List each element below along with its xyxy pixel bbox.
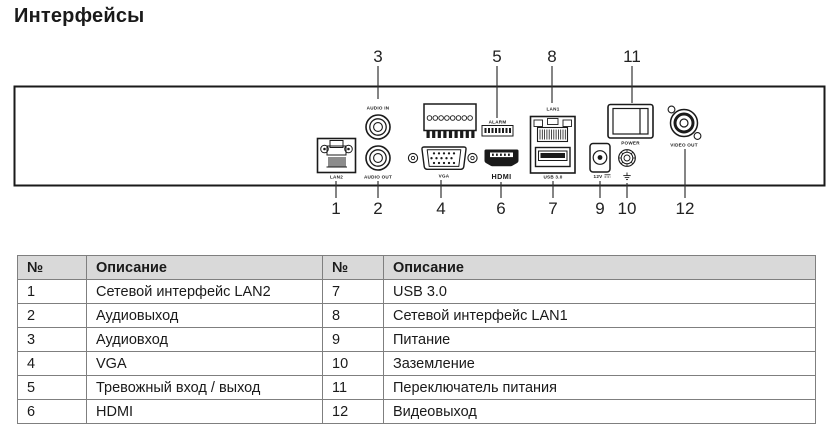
table-row [18,376,816,400]
callout-2: 2 [373,199,383,218]
audio-out-label: AUDIO OUT [363,174,393,180]
cell-num: 1 [18,280,87,304]
cell-num: 4 [18,352,87,376]
cell-desc: Аудиовход [87,328,323,352]
cell-num: 3 [18,328,87,352]
callout-8: 8 [547,47,557,66]
cell-num: 9 [323,328,384,352]
cell-desc: Сетевой интерфейс LAN2 [87,280,323,304]
cell-desc: HDMI [87,400,323,424]
cell-desc: USB 3.0 [384,280,816,304]
cell-desc: Питание [384,328,816,352]
lan1-label: LAN1 [546,106,560,112]
alarm-label: ALARM [488,119,507,125]
callout-3: 3 [373,47,383,66]
cell-desc: Заземление [384,352,816,376]
cell-num: 2 [18,304,87,328]
callout-4: 4 [436,199,446,218]
audio-in-label: AUDIO IN [366,105,390,111]
cell-desc: Переключатель питания [384,376,816,400]
callout-9: 9 [595,199,605,218]
cell-num: 8 [323,304,384,328]
cell-num: 11 [323,376,384,400]
table-row [18,328,816,352]
callout-1: 1 [331,199,341,218]
callout-5: 5 [492,47,502,66]
cell-desc: Сетевой интерфейс LAN1 [384,304,816,328]
table-row [18,400,816,424]
cell-num: 12 [323,400,384,424]
table-row [18,304,816,328]
hdmi-logo: HDMI [491,172,512,181]
cell-desc: Аудиовыход [87,304,323,328]
callout-11: 11 [623,47,641,66]
header-num-right: № [323,256,384,280]
cell-desc: Видеовыход [384,400,816,424]
callout-12: 12 [675,199,695,218]
callout-6: 6 [496,199,506,218]
dc-label: 12V [593,174,603,179]
callout-7: 7 [548,199,558,218]
cell-desc: VGA [87,352,323,376]
cell-num: 7 [323,280,384,304]
lan2-label: LAN2 [330,174,343,180]
cell-num: 10 [323,352,384,376]
cell-num: 6 [18,400,87,424]
page-title: Интерфейсы [14,5,145,27]
header-desc-right: Описание [384,256,816,280]
video-out-label: VIDEO OUT [670,142,698,148]
table-row [18,280,816,304]
table-header-row [18,256,816,280]
power-label: POWER [621,140,640,146]
vga-label: VGA [438,173,450,179]
cell-desc: Тревожный вход / выход [87,376,323,400]
table-row [18,352,816,376]
cell-num: 5 [18,376,87,400]
chassis-panel [15,87,825,186]
header-num-left: № [18,256,87,280]
usb-label: USB 3.0 [543,174,563,180]
header-desc-left: Описание [87,256,323,280]
interface-table [17,255,816,424]
callout-10: 10 [617,199,637,218]
